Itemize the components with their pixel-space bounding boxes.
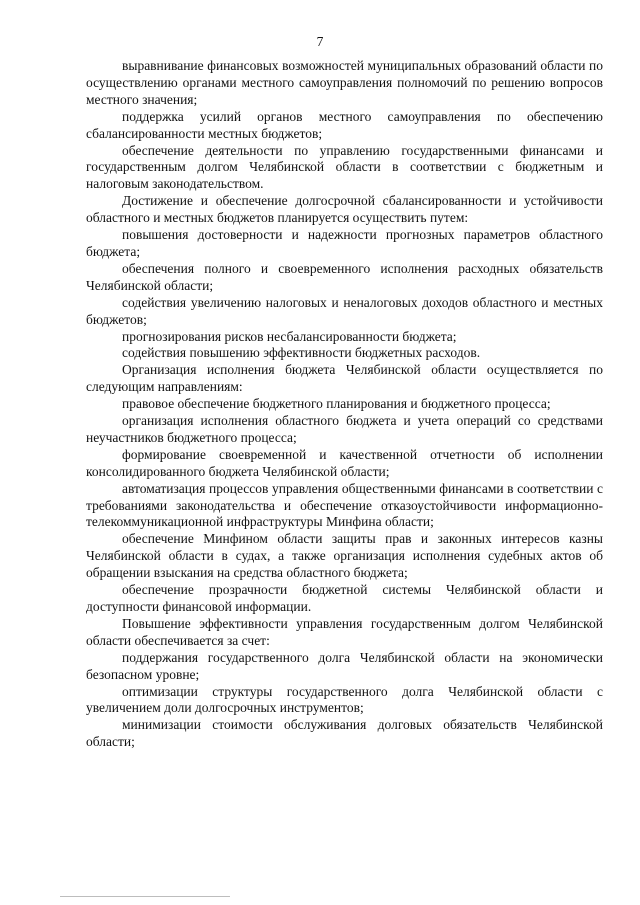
paragraph: обеспечение прозрачности бюджетной системы Челябинской области и доступности финансовой информации. [86,582,603,614]
paragraph: содействия повышению эффективности бюджетных расходов. [122,345,481,361]
paragraph: автоматизация процессов управления общественными финансами в соответствии с требованиями законодательства и обеспечение отказоустойчивости информационно-телекоммуникационной инфраструктуры Минфина области; [86,480,603,530]
paragraph: оптимизации структуры государственного долга Челябинской области с увеличением доли долгосрочных инструментов; [86,683,603,716]
paragraph: прогнозирования рисков несбалансированности бюджета; [122,328,457,344]
paragraph: минимизации стоимости обслуживания долговых обязательств Челябинской области; [86,717,603,750]
page-number: 7 [316,34,324,49]
paragraph: Достижение и обеспечение долгосрочной сбалансированности и устойчивости областного и местных бюджетов планируется осуществить путем: [86,193,603,226]
paragraph: поддержания государственного долга Челябинской области на экономически безопасном уровне; [86,649,603,682]
paragraph: поддержка усилий органов местного самоуправления по обеспечению сбалансированности местных бюджетов; [86,108,603,141]
paragraph: обеспечения полного и своевременного исполнения расходных обязательств Челябинской области; [86,260,603,293]
paragraph: формирование своевременной и качественной отчетности об исполнении консолидированного бюджета Челябинской области; [86,446,603,479]
footer-rule [60,896,230,897]
paragraph: содействия увеличению налоговых и неналоговых доходов областного и местных бюджетов; [86,294,603,327]
paragraph: обеспечение деятельности по управлению государственными финансами и государственным долгом Челябинской области в соответствии с бюджетным и налоговым законодательством. [86,142,603,192]
paragraph: обеспечение Минфином области защиты прав и законных интересов казны Челябинской области в судах, а также организация исполнения судебных актов об обращении взыскания на средства областного бюджета; [86,531,603,581]
paragraph: правовое обеспечение бюджетного планирования и бюджетного процесса; [122,396,551,412]
paragraph: организация исполнения областного бюджета и учета операций со средствами неучастников бюджетного процесса; [86,413,603,445]
paragraph: повышения достоверности и надежности прогнозных параметров областного бюджета; [86,227,603,259]
document-body [86,58,603,751]
paragraph: Организация исполнения бюджета Челябинской области осуществляется по следующим направлениям: [86,362,603,395]
paragraph: выравнивание финансовых возможностей муниципальных образований области по осуществлению органами местного самоуправления полномочий по решению вопросов местного значения; [86,58,603,107]
paragraph: Повышение эффективности управления государственным долгом Челябинской области обеспечивается за счет: [86,615,603,648]
